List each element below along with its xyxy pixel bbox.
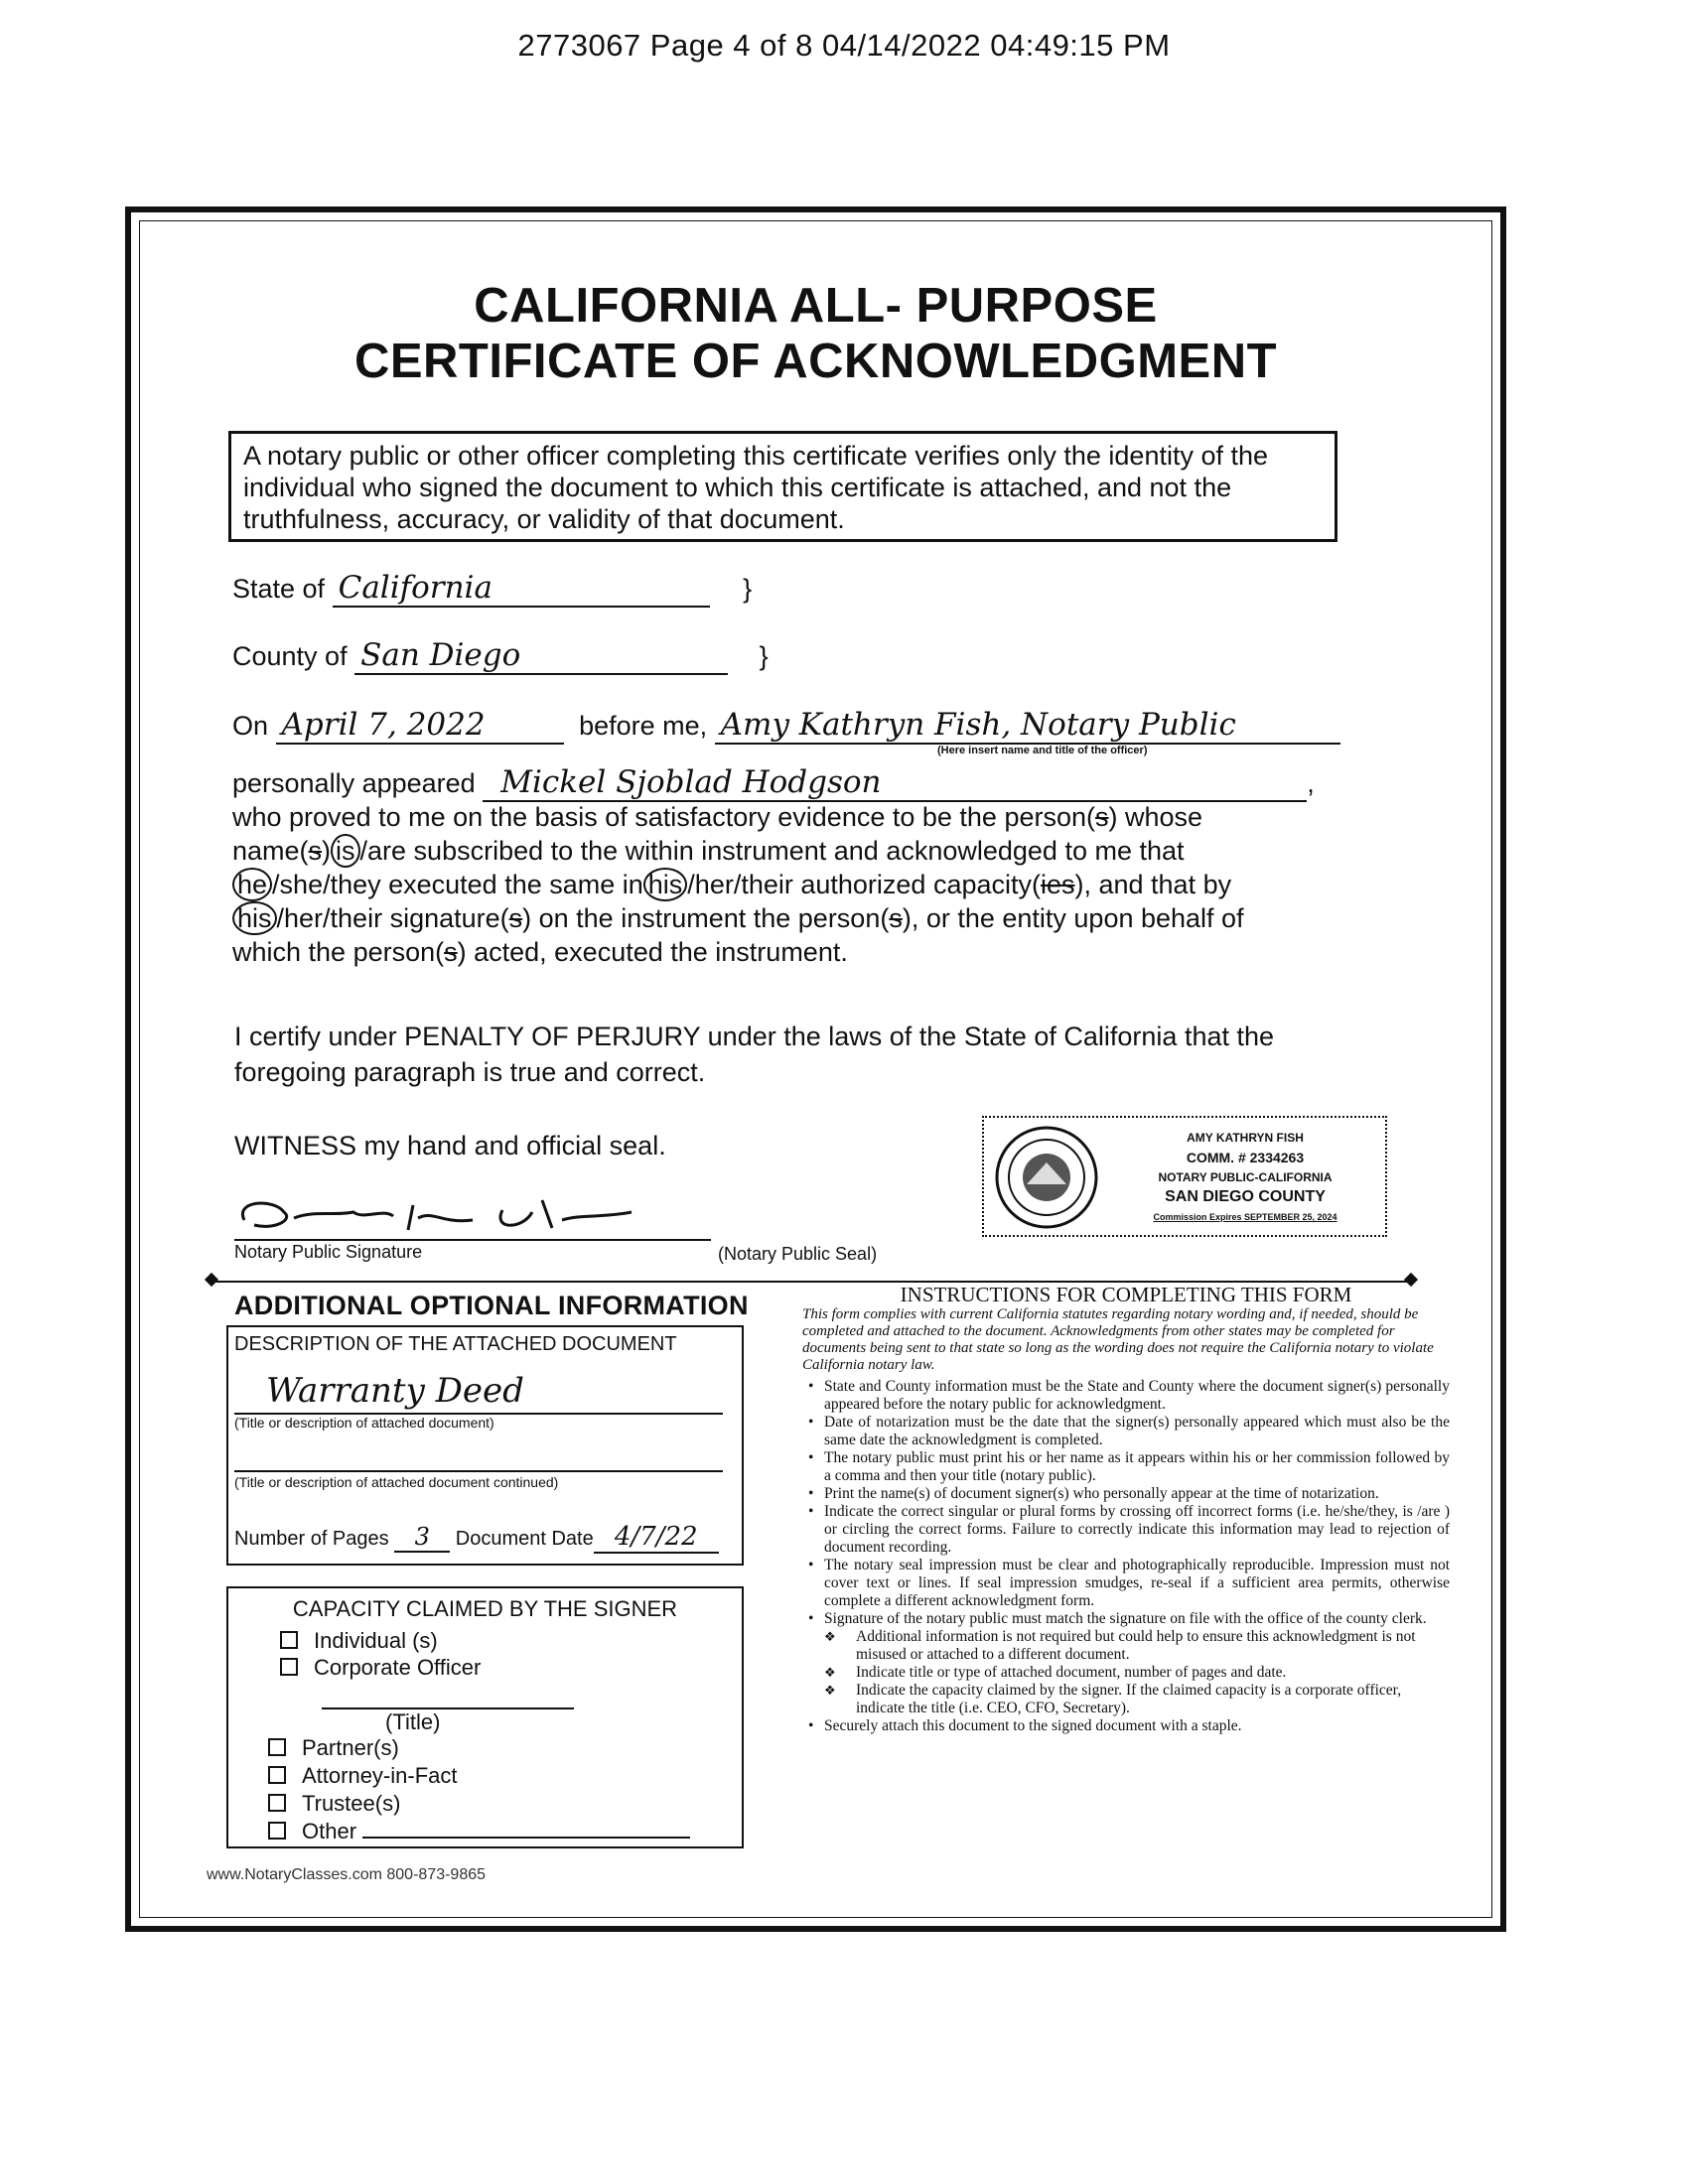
seal-name: AMY KATHRYN FISH <box>1187 1131 1304 1145</box>
appeared-line <box>232 764 1315 802</box>
title-caption-capacity: (Title) <box>385 1709 441 1734</box>
state-value: California <box>333 570 710 608</box>
body-l2-circle: is <box>331 834 360 868</box>
instruction-item: • Print the name(s) of document signer(s) who personally appear at the time of notarization. <box>802 1485 1450 1503</box>
capacity-attorney[interactable] <box>268 1763 458 1789</box>
body-l2-a: name( <box>232 836 309 866</box>
checkbox-partner[interactable] <box>268 1738 286 1756</box>
instructions-sub-list <box>802 1628 1450 1717</box>
instruction-sub-item: ❖ Indicate the capacity claimed by the signer. If the claimed capacity is a corporate officer, indicate the title (i.e. CEO, CFO, Secretary). <box>802 1682 1450 1717</box>
body-l3-c: ), and that by <box>1074 870 1232 899</box>
body-l4-a: /her/their signature( <box>276 903 509 933</box>
state-label: State of <box>232 574 326 604</box>
certificate-frame <box>125 206 1506 1932</box>
body-l3-strike: ies <box>1040 870 1075 899</box>
instructions-list-end <box>802 1717 1450 1735</box>
body-l4-strike2: s <box>889 903 903 933</box>
body-l1: who proved to me on the basis of satisfactory evidence to be the person( <box>232 802 1095 832</box>
instruction-item: • The notary seal impression must be clear and photographically reproducible. Impression must not cover text or lines. If seal impression smudges, re-seal if a sufficient area permits, otherwise complete a different acknowledgment form. <box>802 1557 1450 1610</box>
before-me-label: before me, <box>579 711 708 741</box>
instructions-title: INSTRUCTIONS FOR COMPLETING THIS FORM <box>900 1283 1352 1306</box>
recording-stamp: 2773067 Page 4 of 8 04/14/2022 04:49:15 PM <box>517 28 1171 63</box>
body-line-2 <box>232 834 1364 868</box>
seal-commission: COMM. # 2334263 <box>1186 1150 1305 1165</box>
title-caption: (Title or description of attached document) <box>234 1415 494 1431</box>
notice-box: A notary public or other officer completing this certificate verifies only the identity of the individual who signed the document to which this certificate is attached, and not the truthfulness, accuracy, or validity of that document. <box>228 431 1337 542</box>
capacity-trustee[interactable] <box>268 1791 400 1817</box>
capacity-box <box>226 1586 744 1848</box>
instruction-item-last: • Securely attach this document to the signed document with a staple. <box>802 1717 1450 1735</box>
seal-expires: Commission Expires SEPTEMBER 25, 2024 <box>1153 1212 1337 1222</box>
seal-label: (Notary Public Seal) <box>718 1244 878 1264</box>
signer-name: Mickel Sjoblad Hodgson <box>483 764 1307 802</box>
doc-date-label: Document Date <box>455 1528 594 1550</box>
instructions-list <box>802 1378 1450 1628</box>
officer-name: Amy Kathryn Fish, Notary Public <box>715 707 1340 745</box>
signature-line <box>234 1239 711 1241</box>
county-label: County of <box>232 641 348 671</box>
body-l2-strike: s <box>308 836 323 866</box>
individual-label: Individual (s) <box>314 1628 438 1653</box>
body-line-1 <box>232 800 1364 834</box>
capacity-other[interactable] <box>268 1819 690 1844</box>
notary-signature-drawing <box>234 1190 691 1240</box>
seal-title: NOTARY PUBLIC-CALIFORNIA <box>1158 1170 1333 1184</box>
body-line-4 <box>232 901 1364 935</box>
partner-label: Partner(s) <box>302 1735 399 1760</box>
body-l2-c: /are subscribed to the within instrument and acknowledged to me that <box>359 836 1185 866</box>
acknowledgment-text <box>232 800 1364 969</box>
seal-county: SAN DIEGO COUNTY <box>1165 1188 1326 1205</box>
pages-value: 3 <box>394 1523 450 1553</box>
title-caption-continued: (Title or description of attached document continued) <box>234 1474 559 1490</box>
body-line-5 <box>232 935 1364 969</box>
checkbox-other[interactable] <box>268 1822 286 1840</box>
instructions-panel <box>802 1283 1450 1735</box>
county-line <box>232 637 769 675</box>
body-l5-a: which the person( <box>232 937 445 967</box>
notary-seal <box>982 1116 1387 1237</box>
instruction-item: • State and County information must be the State and County where the document signer(s) personally appeared before the notary public for acknowledgment. <box>802 1378 1450 1414</box>
signature-label: Notary Public Signature <box>234 1242 423 1262</box>
instruction-sub-item: ❖ Indicate title or type of attached document, number of pages and date. <box>802 1664 1450 1682</box>
capacity-partner[interactable] <box>268 1735 399 1761</box>
doc-title-line-2 <box>234 1470 723 1472</box>
doc-date-value: 4/7/22 <box>594 1522 719 1554</box>
county-value: San Diego <box>354 637 728 675</box>
checkbox-trustee[interactable] <box>268 1794 286 1812</box>
footer-url: www.NotaryClasses.com 800-873-9865 <box>207 1866 487 1883</box>
instruction-item: • Date of notarization must be the date that the signer(s) personally appeared which must also be the same date the acknowledgment is completed. <box>802 1414 1450 1449</box>
checkbox-corporate[interactable] <box>280 1658 298 1676</box>
state-bracket: } <box>743 574 753 604</box>
title-line-2: CERTIFICATE OF ACKNOWLEDGMENT <box>353 335 1278 388</box>
body-l4-circle: his <box>232 901 277 935</box>
capacity-corporate[interactable] <box>280 1655 481 1681</box>
state-seal-icon <box>992 1123 1101 1232</box>
title-line-1: CALIFORNIA ALL- PURPOSE <box>474 279 1158 333</box>
on-line <box>232 707 1340 745</box>
body-l3-circle: he <box>232 868 272 901</box>
notarization-date: April 7, 2022 <box>276 707 564 745</box>
checkbox-individual[interactable] <box>280 1631 298 1649</box>
state-line <box>232 570 752 608</box>
checkbox-attorney[interactable] <box>268 1766 286 1784</box>
seal-text <box>1111 1128 1379 1227</box>
trustee-label: Trustee(s) <box>302 1791 401 1816</box>
attorney-label: Attorney-in-Fact <box>302 1763 458 1788</box>
body-l1-end: ) whose <box>1108 802 1203 832</box>
instruction-item: • The notary public must print his or her name as it appears within his or her commission followed by a comma and then your title (notary public). <box>802 1449 1450 1485</box>
body-l3-a: /she/they executed the same in <box>272 870 643 899</box>
body-l3-b: /her/their authorized capacity( <box>687 870 1041 899</box>
instruction-item: • Indicate the correct singular or plural forms by crossing off incorrect forms (i.e. he/she/they, is /are ) or circling the correct forms. Failure to correctly indicate this information may lead to rejection of document recording. <box>802 1503 1450 1557</box>
instructions-intro: This form complies with current California statutes regarding notary wording and, if needed, should be completed and attached to the document. Acknowledgments from other states may be completed for documents being sent to that state so long as the wording does not require the California notary to violate California notary law. <box>802 1306 1434 1373</box>
appeared-comma: , <box>1307 768 1315 798</box>
body-l4-c: ), or the entity upon behalf of <box>902 903 1244 933</box>
county-bracket: } <box>759 641 769 671</box>
document-description-box <box>226 1325 744 1566</box>
capacity-head: CAPACITY CLAIMED BY THE SIGNER <box>292 1596 678 1621</box>
pages-label: Number of Pages <box>234 1528 389 1550</box>
body-l4-strike: s <box>508 903 523 933</box>
body-l5-b: ) acted, executed the instrument. <box>457 937 848 967</box>
body-line-3 <box>232 868 1364 901</box>
other-line <box>362 1837 690 1839</box>
body-l1-strike: s <box>1095 802 1109 832</box>
instruction-item: • Signature of the notary public must match the signature on file with the office of the county clerk. <box>802 1610 1450 1628</box>
body-l4-b: ) on the instrument the person( <box>522 903 890 933</box>
other-label: Other <box>302 1819 357 1843</box>
witness-statement: WITNESS my hand and official seal. <box>234 1131 666 1160</box>
body-l3-circle2: his <box>643 868 688 901</box>
officer-title-line <box>322 1707 574 1709</box>
pages-and-date-line <box>234 1522 719 1554</box>
appeared-label: personally appeared <box>232 768 476 798</box>
perjury-statement: I certify under PENALTY OF PERJURY under the laws of the State of California that the foregoing paragraph is true and correct. <box>234 1022 1275 1087</box>
body-l2-b: ) <box>322 836 332 866</box>
description-head: DESCRIPTION OF THE ATTACHED DOCUMENT <box>234 1333 677 1355</box>
instruction-sub-item: ❖ Additional information is not required but could help to ensure this acknowledgment is not misused or attached to a different document. <box>802 1628 1450 1664</box>
capacity-individual[interactable] <box>280 1628 438 1654</box>
certificate-title <box>131 278 1500 389</box>
additional-info-title: ADDITIONAL OPTIONAL INFORMATION <box>234 1291 749 1320</box>
on-label: On <box>232 711 269 741</box>
document-title: Warranty Deed <box>266 1371 524 1411</box>
corporate-label: Corporate Officer <box>314 1655 482 1680</box>
body-l5-strike: s <box>444 937 458 967</box>
officer-note: (Here insert name and title of the officer) <box>937 745 1148 756</box>
